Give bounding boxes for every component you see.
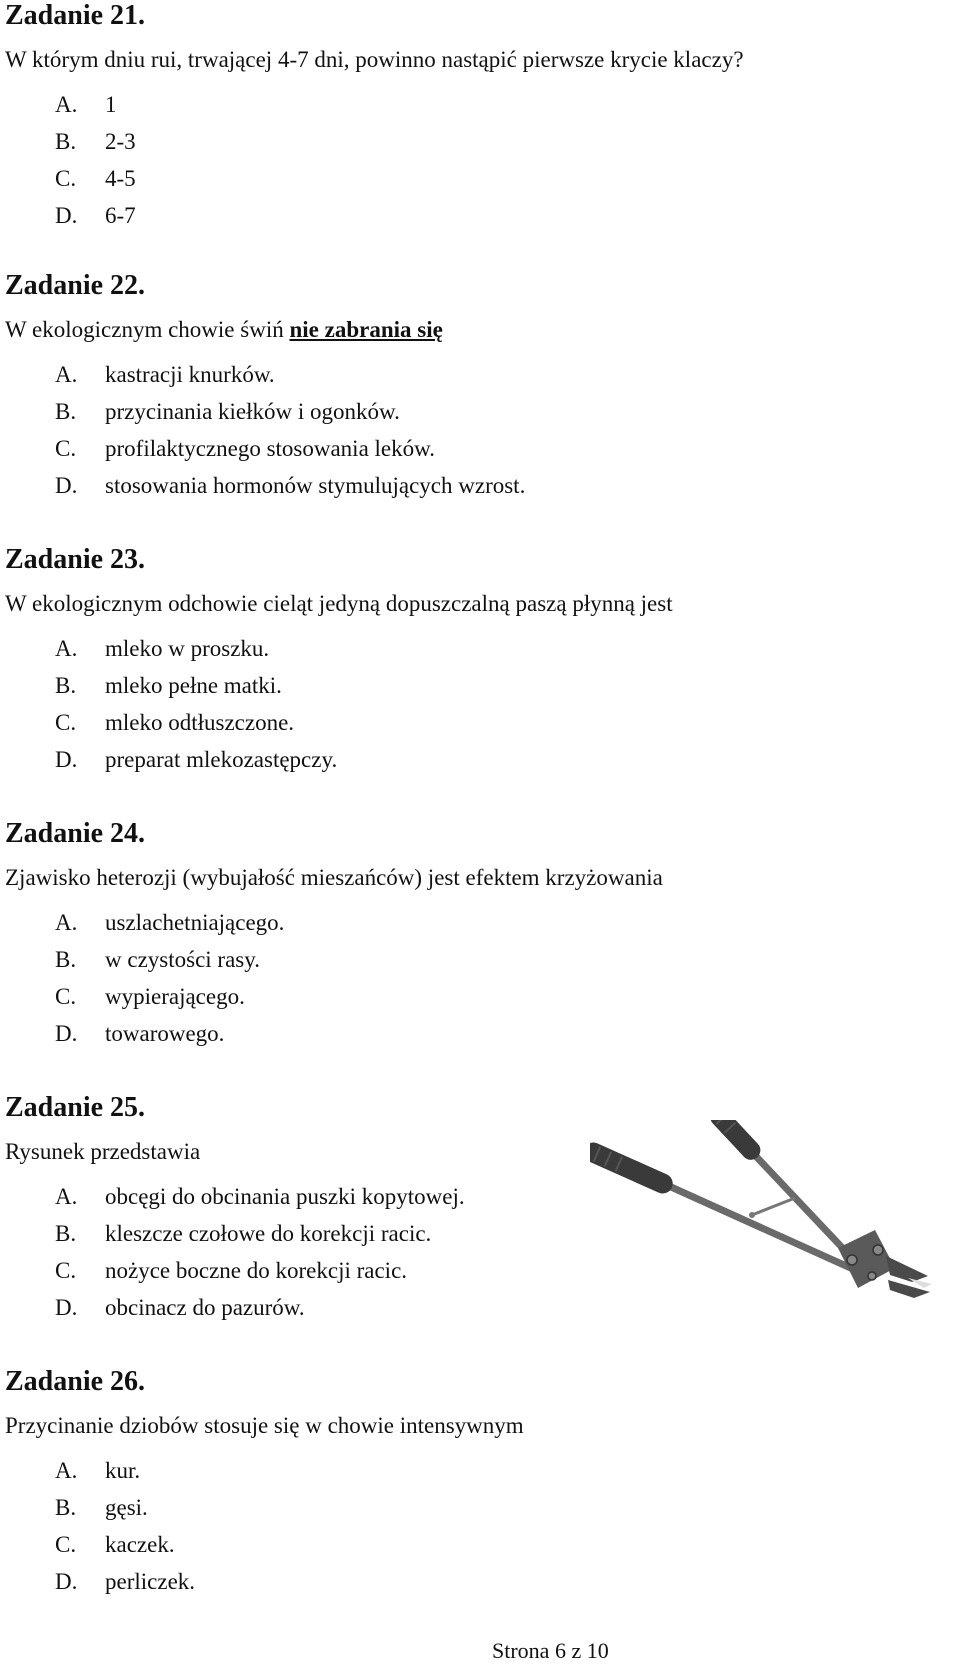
answer-text: wypierającego. [105, 983, 245, 1009]
page-number: Strona 6 z 10 [492, 1638, 609, 1663]
answer-option-c [5, 978, 945, 1015]
task-title: Zadanie 21. [5, 0, 146, 31]
answer-letter: C. [55, 1257, 77, 1283]
answer-option-a [5, 86, 945, 123]
answer-letter: D. [55, 472, 78, 498]
answer-option-d [5, 741, 945, 778]
answer-option-c [5, 704, 945, 741]
answer-text: kastracji knurków. [105, 361, 275, 387]
answer-list [5, 904, 945, 1052]
answer-option-a [5, 904, 945, 941]
answer-text: 6-7 [105, 202, 136, 228]
answer-letter: D. [55, 1568, 78, 1594]
answer-option-d [5, 197, 945, 234]
answer-letter: A. [55, 909, 78, 935]
answer-letter: D. [55, 1294, 78, 1320]
answer-text: mleko pełne matki. [105, 672, 282, 698]
answer-letter: B. [55, 398, 77, 424]
answer-option-d [5, 1015, 945, 1052]
answer-letter: D. [55, 202, 78, 228]
answer-text: obcinacz do pazurów. [105, 1294, 305, 1320]
answer-list [5, 1452, 945, 1600]
answer-letter: B. [55, 946, 77, 972]
question-text: Przycinanie dziobów stosuje się w chowie intensywnym [5, 1413, 524, 1438]
answer-letter: C. [55, 165, 77, 191]
task-26 [5, 1366, 945, 1600]
answer-list [5, 356, 945, 504]
answer-text: nożyce boczne do korekcji racic. [105, 1257, 408, 1283]
answer-letter: B. [55, 1494, 77, 1520]
answer-letter: D. [55, 746, 78, 772]
question-emphasis: nie zabrania się [289, 317, 443, 342]
answer-text: kaczek. [105, 1531, 175, 1557]
answer-option-d [5, 1563, 945, 1600]
answer-letter: B. [55, 1220, 77, 1246]
answer-text: towarowego. [105, 1020, 225, 1046]
task-title: Zadanie 25. [5, 1092, 146, 1123]
answer-option-c [5, 1526, 945, 1563]
answer-letter: C. [55, 983, 77, 1009]
answer-text: przycinania kiełków i ogonków. [105, 398, 400, 424]
task-title: Zadanie 22. [5, 270, 146, 301]
question-text: Rysunek przedstawia [5, 1139, 201, 1164]
answer-text: mleko odtłuszczone. [105, 709, 295, 735]
answer-text: uszlachetniającego. [105, 909, 285, 935]
answer-text: preparat mlekozastępczy. [105, 746, 338, 772]
answer-option-a [5, 356, 945, 393]
answer-option-b [5, 1489, 945, 1526]
answer-letter: A. [55, 361, 78, 387]
question-text: W którym dniu rui, trwającej 4-7 dni, powinno nastąpić pierwsze krycie klaczy? [5, 47, 744, 72]
answer-text: gęsi. [105, 1494, 148, 1520]
answer-text: kur. [105, 1457, 141, 1483]
answer-text: mleko w proszku. [105, 635, 270, 661]
answer-option-d [5, 467, 945, 504]
answer-letter: C. [55, 709, 77, 735]
task-22 [5, 270, 945, 504]
task-23 [5, 544, 945, 778]
answer-text: kleszcze czołowe do korekcji racic. [105, 1220, 432, 1246]
answer-letter: D. [55, 1020, 78, 1046]
question-text: Zjawisko heterozji (wybujałość mieszańców) jest efektem krzyżowania [5, 865, 663, 890]
answer-option-c [5, 430, 945, 467]
answer-text: 1 [105, 91, 117, 117]
task-title: Zadanie 24. [5, 818, 146, 849]
answer-list [5, 86, 945, 234]
answer-text: 4-5 [105, 165, 136, 191]
answer-text: 2-3 [105, 128, 136, 154]
answer-text: obcęgi do obcinania puszki kopytowej. [105, 1183, 465, 1209]
answer-text: profilaktycznego stosowania leków. [105, 435, 435, 461]
answer-letter: A. [55, 1457, 78, 1483]
answer-option-a [5, 630, 945, 667]
task-21 [5, 0, 945, 234]
answer-text: w czystości rasy. [105, 946, 260, 972]
answer-text: stosowania hormonów stymulujących wzrost. [105, 472, 526, 498]
question-text [5, 316, 945, 344]
answer-letter: A. [55, 91, 78, 117]
answer-list [5, 630, 945, 778]
question-text: W ekologicznym odchowie cieląt jedyną dopuszczalną paszą płynną jest [5, 591, 673, 616]
answer-option-b [5, 941, 945, 978]
task-title: Zadanie 26. [5, 1366, 146, 1397]
answer-option-b [5, 667, 945, 704]
answer-letter: A. [55, 635, 78, 661]
task-24 [5, 818, 945, 1052]
answer-option-c [5, 160, 945, 197]
answer-letter: B. [55, 672, 77, 698]
hoof-trimming-nippers-icon [590, 1120, 950, 1320]
question-prefix: W ekologicznym chowie świń [5, 317, 290, 342]
task-title: Zadanie 23. [5, 544, 146, 575]
answer-letter: B. [55, 128, 77, 154]
answer-letter: A. [55, 1183, 78, 1209]
answer-option-b [5, 123, 945, 160]
answer-text: perliczek. [105, 1568, 196, 1594]
answer-option-a [5, 1452, 945, 1489]
answer-letter: C. [55, 1531, 77, 1557]
answer-letter: C. [55, 435, 77, 461]
answer-option-b [5, 393, 945, 430]
